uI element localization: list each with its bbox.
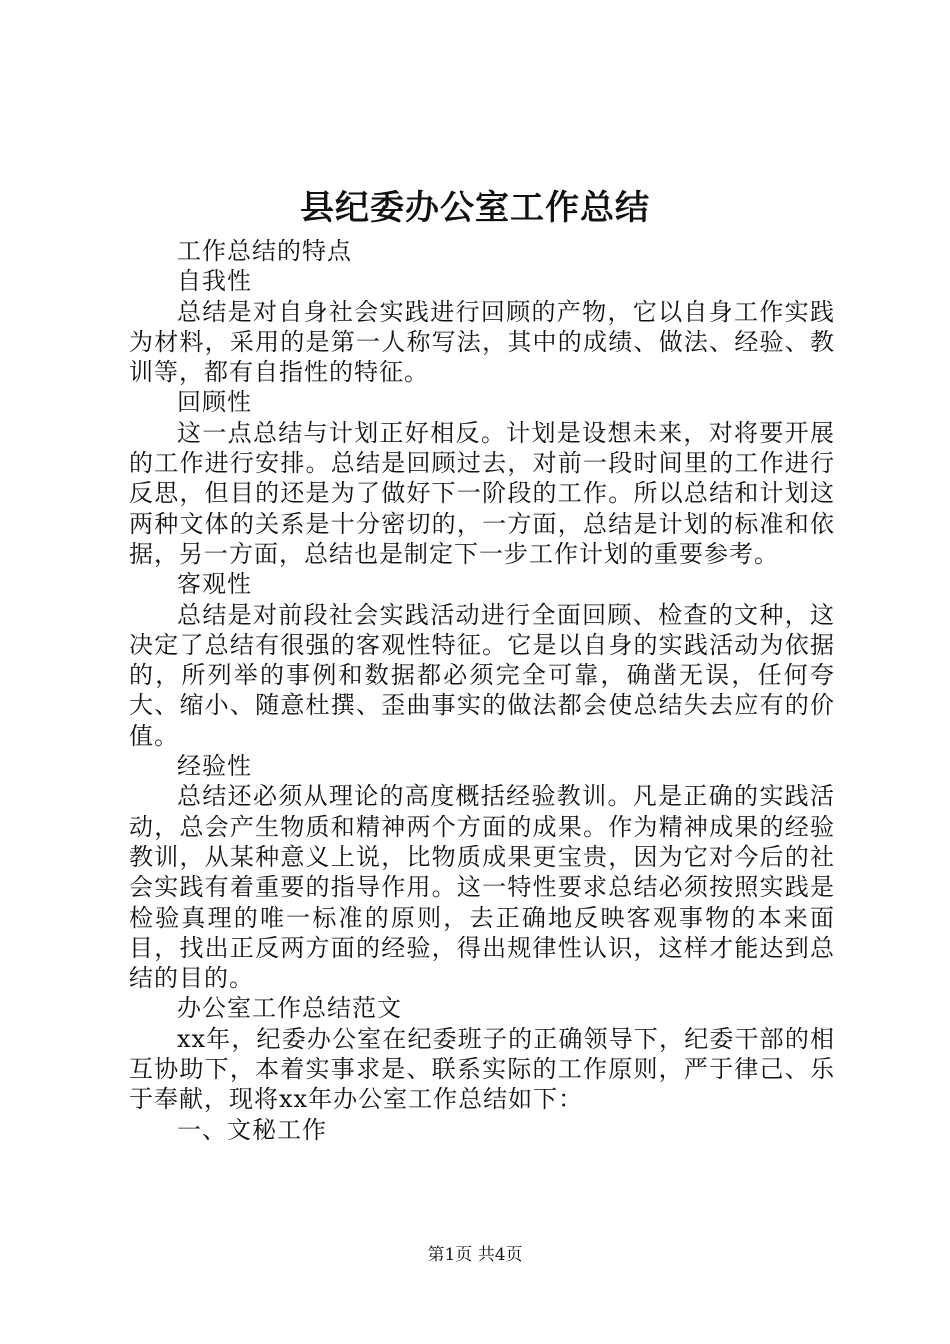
paragraph-sample-intro: xx年，纪委办公室在纪委班子的正确领导下，纪委干部的相互协助下，本着实事求是、联系实际的工作原则，严于律己、乐于奉献，现将xx年办公室工作总结如下： [129,1024,835,1114]
heading-features: 工作总结的特点 [177,237,352,265]
page-footer: 第1页 共4页 [427,1245,523,1265]
paragraph-review: 这一点总结与计划正好相反。计划是设想未来，对将要开展的工作进行安排。总结是回顾过去，对前一段时间里的工作进行反思，但目的还是为了做好下一阶段的工作。所以总结和计划这两种文体的关系是十分密切的，一方面，总结是计划的标准和依据，另一方面，总结也是制定下一步工作计划的重要参考。 [129,418,835,568]
heading-sample: 办公室工作总结范文 [177,994,402,1023]
paragraph-experience: 总结还必须从理论的高度概括经验教训。凡是正确的实践活动，总会产生物质和精神两个方面的成果。作为精神成果的经验教训，从某种意义上说，比物质成果更宝贵，因为它对今后的社会实践有着重要的指导作用。这一特性要求总结必须按照实践是检验真理的唯一标准的原则，去正确地反映客观事物的本来面目，找出正反两方面的经验，得出规律性认识，这样才能达到总结的目的。 [129,782,835,993]
subheading-review: 回顾性 [177,388,252,417]
section-secretarial: 一、文秘工作 [177,1115,327,1144]
subheading-experience: 经验性 [177,752,252,781]
subheading-self: 自我性 [177,267,252,296]
paragraph-objective: 总结是对前段社会实践活动进行全面回顾、检查的文种，这决定了总结有很强的客观性特征。它是以自身的实践活动为依据的，所列举的事例和数据都必须完全可靠，确凿无误，任何夸大、缩小、随意杜撰、歪曲事实的做法都会使总结失去应有的价值。 [129,600,835,750]
document-body [129,236,835,1145]
paragraph-self: 总结是对自身社会实践进行回顾的产物，它以自身工作实践为材料，采用的是第一人称写法，其中的成绩、做法、经验、教训等，都有自指性的特征。 [129,297,835,387]
subheading-objective: 客观性 [177,570,252,599]
document-title: 县纪委办公室工作总结 [300,188,650,228]
